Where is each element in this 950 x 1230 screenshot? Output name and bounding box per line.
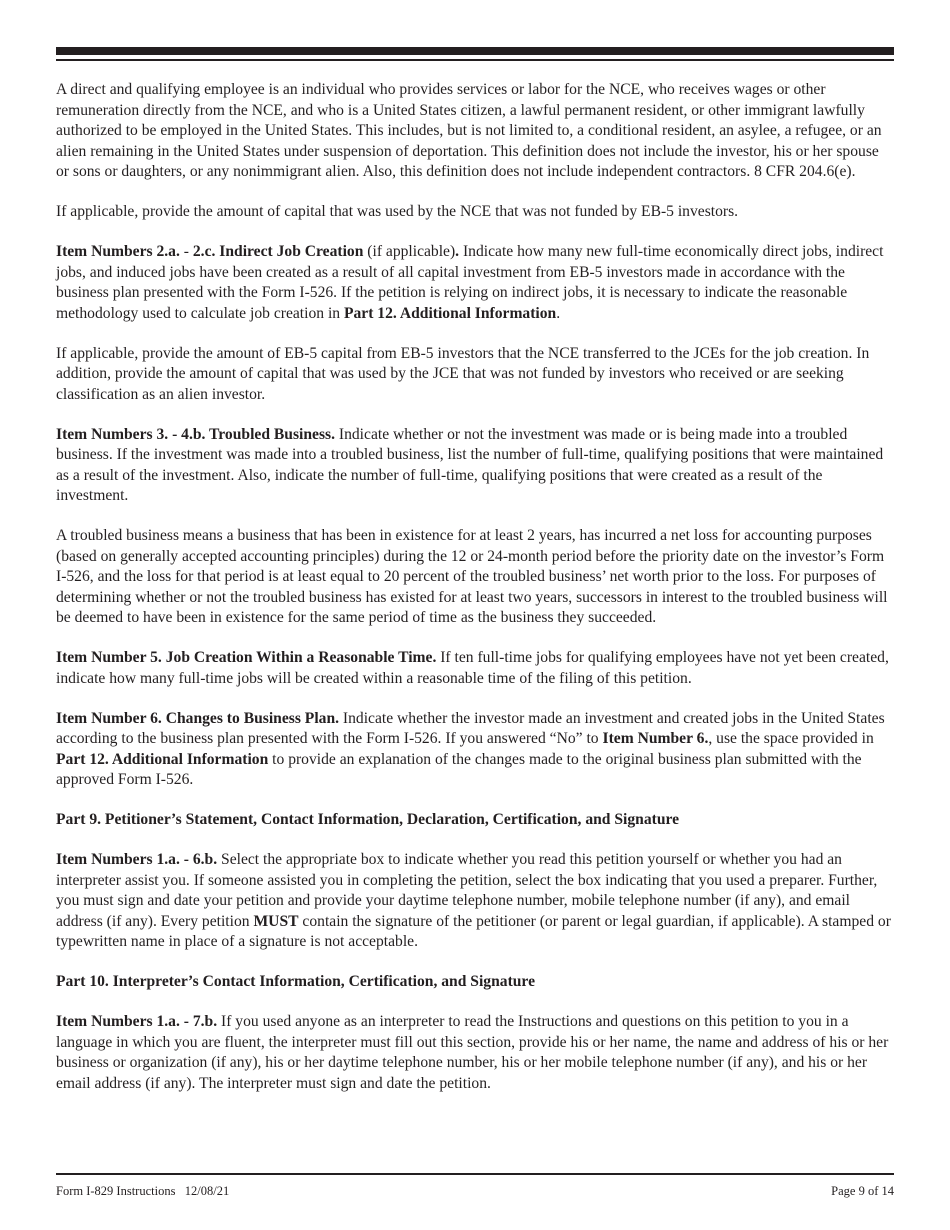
part-reference: Part 12. Additional Information xyxy=(56,750,269,768)
item-6-business-plan: Item Number 6. Changes to Business Plan. Indicate whether the investor made an investment and created jobs in the United States according to the business plan presented with the Form I-526. If you answered “No” to Item Number 6., use the space provided in Part 12. Additional Information to provide an explanation of the changes made to the original business plan submitted with the approved Form I-526. xyxy=(56,709,885,788)
form-edition: Form I-829 Instructions 12/08/21 xyxy=(56,1184,230,1198)
header-thick-rule xyxy=(56,47,894,55)
item-label: Item Numbers 3. - 4.b. Troubled Business. xyxy=(56,425,335,443)
part-9-heading: Part 9. Petitioner’s Statement, Contact Information, Declaration, Certification, and Signature xyxy=(56,811,680,828)
item-5-job-creation: Item Number 5. Job Creation Within a Reasonable Time. If ten full-time jobs for qualifying employees have not yet been created, indicate how many full-time jobs will be created within a reasonable time of the filing of this petition. xyxy=(56,649,889,687)
item-label: Item Numbers 1.a. - 7.b. xyxy=(56,1013,218,1030)
troubled-business-definition: A troubled business means a business that has been in existence for at least 2 years, has incurred a net loss for accounting purposes (based on generally accepted accounting principles) during the 12 or 24-month period before the priority date on the investor’s Form I-526, and the loss for that period is at least equal to 20 percent of the troubled business’ net worth prior to the loss. For purposes of determining whether or not the troubled business has existed for at least two years, successors in interest to the troubled business will be deemed to have been in existence for the same period of time as the business they succeeded. xyxy=(56,527,888,626)
header-thin-rule xyxy=(56,59,894,61)
part-reference: Part 12. Additional Information xyxy=(343,304,557,322)
item-label: Item Number 6. Changes to Business Plan. xyxy=(56,709,340,727)
page-number: Page 9 of 14 xyxy=(831,1184,894,1198)
document-body xyxy=(56,80,894,1114)
part-10-instructions: Item Numbers 1.a. - 7.b. If you used anyone as an interpreter to read the Instructions and questions on this petition to you in a language in which you are fluent, the interpreter must fill out this section, provide his or her name, the name and address of his or her business or organization (if any), his or her daytime telephone number, his or her mobile telephone number (if any), and his or her email address (if any). The interpreter must sign and date the petition. xyxy=(56,1013,889,1092)
item-reference: Item Number 6. xyxy=(602,730,709,747)
item-label: 2.c. Indirect Job Creation xyxy=(192,243,364,260)
part-10-heading: Part 10. Interpreter’s Contact Information, Certification, and Signature xyxy=(56,973,535,990)
item-label: Item Numbers 2.a. xyxy=(56,243,180,260)
must-emphasis: MUST xyxy=(253,912,299,930)
item-label: Item Number 5. Job Creation Within a Reasonable Time. xyxy=(56,649,437,666)
direct-employee-definition: A direct and qualifying employee is an individual who provides services or labor for the NCE, who receives wages or other remuneration directly from the NCE, and who is a United States citizen, a lawful permanent resident, or other immigrant lawfully authorized to be employed in the United States. This includes, but is not limited to, a conditional resident, an asylee, a refugee, or an alien remaining in the United States under suspension of deportation. This definition does not include the investor, his or her spouse or sons or daughters, or any nonimmigrant alien. Also, this definition does not include independent contractors. 8 CFR 204.6(e). xyxy=(56,81,882,180)
item-label: Item Numbers 1.a. - 6.b. xyxy=(56,851,218,868)
part-9-instructions: Item Numbers 1.a. - 6.b. Select the appropriate box to indicate whether you read this petition yourself or whether you had an interpreter assist you. If someone assisted you in completing the petition, select the box indicating that you used a preparer. Further, you must sign and date your petition and provide your daytime telephone number, mobile telephone number (if any), and email address (if any). Every petition MUST contain the signature of the petitioner (or parent or legal guardian, if applicable). A stamped or typewritten name in place of a signature is not acceptable. xyxy=(56,851,891,950)
item-3-troubled-business: Item Numbers 3. - 4.b. Troubled Business. Indicate whether or not the investment was made or is being made into a troubled business. If the investment was made into a troubled business, list the number of full-time, qualifying positions that were maintained as a result of the investment. Also, indicate the number of full-time, qualifying positions that were created as a result of the investment. xyxy=(56,425,884,504)
item-2-indirect-job-creation: Item Numbers 2.a. - 2.c. Indirect Job Creation (if applicable). Indicate how many new full-time economically direct jobs, indirect jobs, and induced jobs have been created as a result of all capital investment from EB-5 investors made in accordance with the business plan presented with the Form I-526. If the petition is relying on indirect jobs, it is necessary to indicate the reasonable methodology used to calculate job creation in Part 12. Additional Information. xyxy=(56,243,884,322)
nce-capital-note: If applicable, provide the amount of capital that was used by the NCE that was not funded by EB-5 investors. xyxy=(56,203,739,220)
jce-capital-note: If applicable, provide the amount of EB-5 capital from EB-5 investors that the NCE transferred to the JCEs for the job creation. In addition, provide the amount of capital that was used by the JCE that was not funded by investors who received or are seeking classification as an alien investor. xyxy=(56,344,870,403)
footer-rule xyxy=(56,1173,894,1175)
